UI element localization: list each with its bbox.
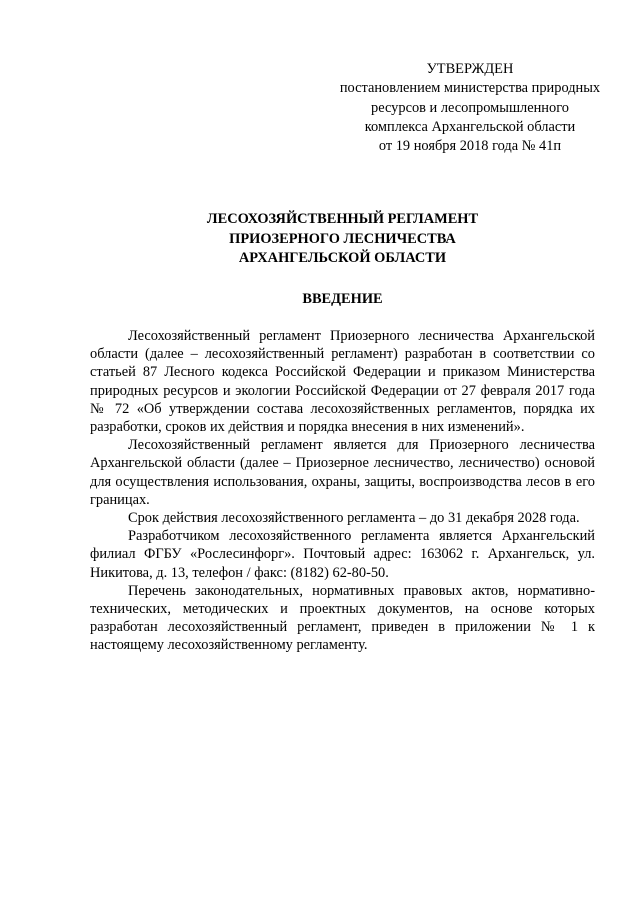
title-line: АРХАНГЕЛЬСКОЙ ОБЛАСТИ <box>238 250 447 266</box>
paragraph: Лесохозяйственный регламент Приозерного лесничества Архангельской области (далее – лесохозяйственный регламент) разработан в соответствии со статьей 87 Лесного кодекса Российской Федерации и приказом Министерства природных ресурсов и экологии Российской Федерации от 27 февраля 2017 года № 72 «Об утверждении состава лесохозяйственных регламентов, порядка их разработки, сроков их действия и порядка внесения в них изменений». <box>90 328 595 436</box>
approval-line: постановлением министерства природных <box>339 80 601 97</box>
approval-stamp <box>320 60 620 156</box>
approval-line: ресурсов и лесопромышленного <box>371 99 569 116</box>
title-line: ПРИОЗЕРНОГО ЛЕСНИЧЕСТВА <box>229 230 456 247</box>
paragraph: Перечень законодательных, нормативных правовых актов, нормативно-технических, методических и проектных документов, на основе которых разработан лесохозяйственный регламент, приведен в приложении № 1 к настоящему лесохозяйственному регламенту. <box>90 582 595 654</box>
paragraph: Разработчиком лесохозяйственного регламента является Архангельский филиал ФГБУ «Рослесинфорг». Почтовый адрес: 163062 г. Архангельск, ул. Никитова, д. 13, телефон / факс: (8182) 62-80-50. <box>90 528 595 581</box>
paragraph: Лесохозяйственный регламент является для Приозерного лесничества Архангельской области (далее – Приозерное лесничество, лесничество) основой для осуществления использования, охраны, защиты, воспроизводства лесов в его границах. <box>90 437 595 508</box>
paragraph: Срок действия лесохозяйственного регламента – до 31 декабря 2028 года. <box>128 510 580 527</box>
body-text <box>90 327 595 655</box>
document-title <box>90 210 595 269</box>
approval-heading: УТВЕРЖДЕН <box>426 61 514 77</box>
approval-date: от 19 ноября 2018 года № 41п <box>378 138 562 155</box>
title-line: ЛЕСОХОЗЯЙСТВЕННЫЙ РЕГЛАМЕНТ <box>206 211 479 227</box>
approval-line: комплекса Архангельской области <box>364 118 576 135</box>
section-title: ВВЕДЕНИЕ <box>302 291 383 307</box>
